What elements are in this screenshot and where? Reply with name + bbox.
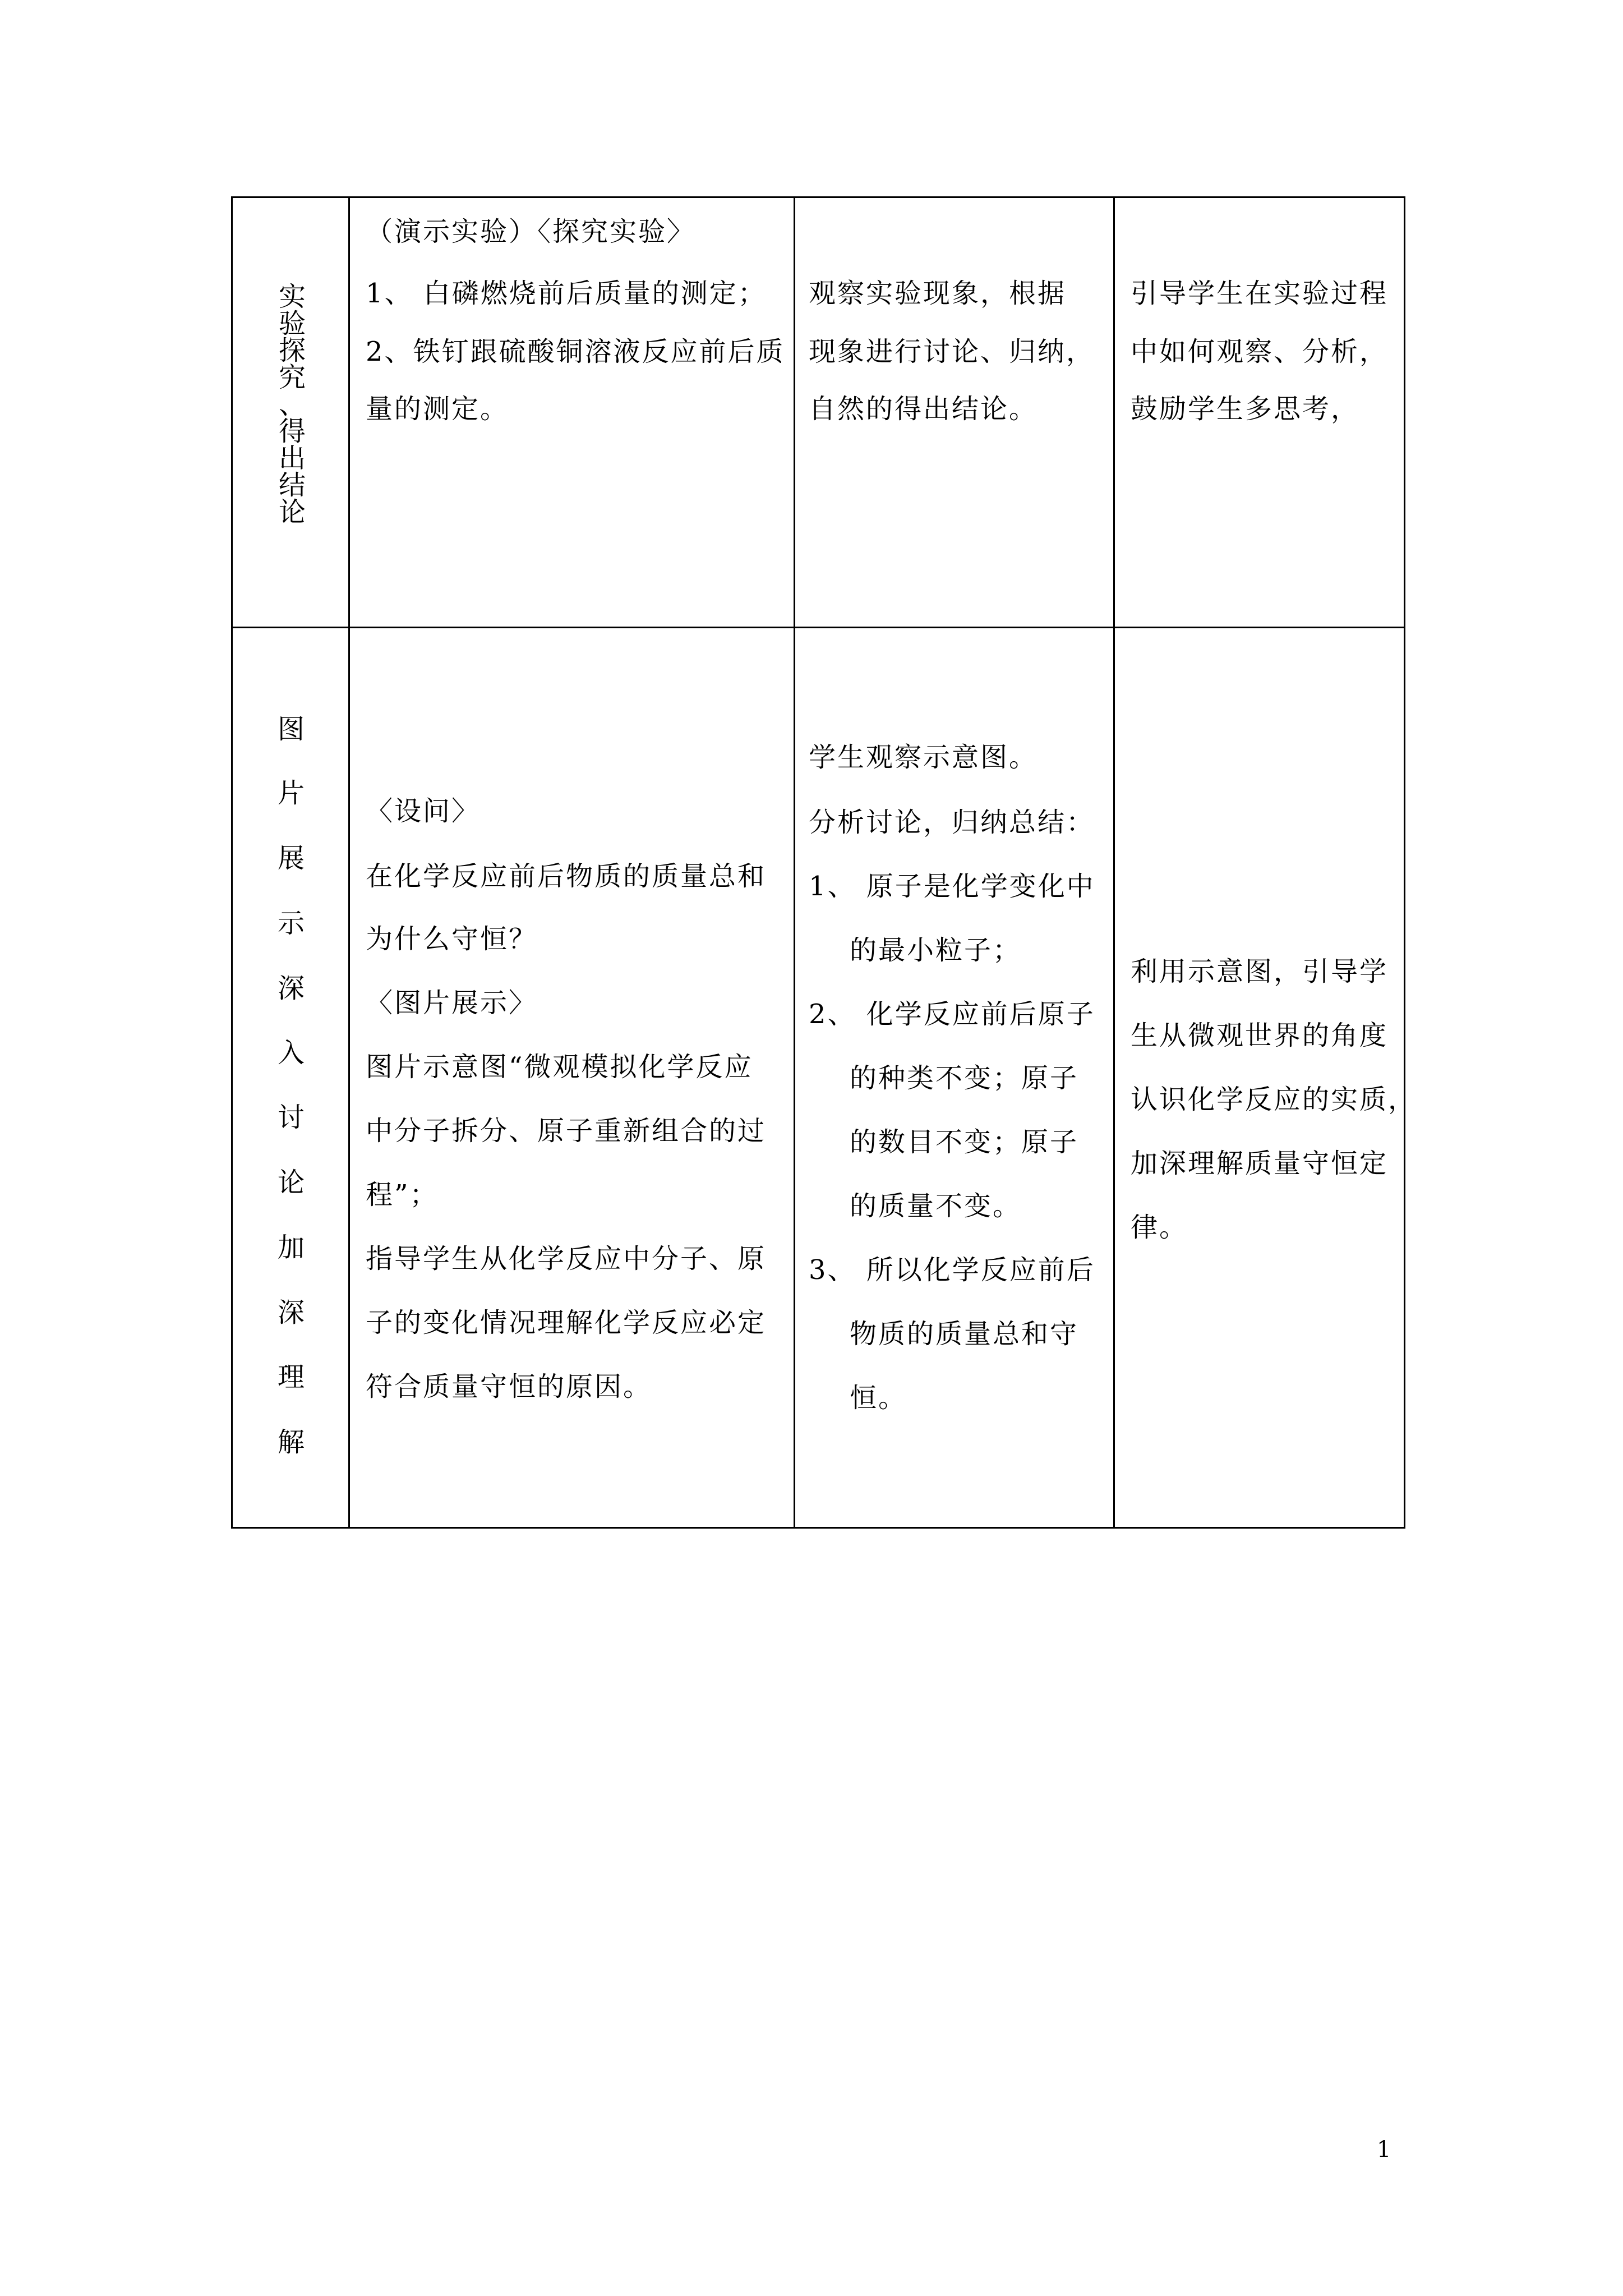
teacher-line: 量的测定。 (366, 393, 509, 425)
teacher-line: 为什么守恒？ (366, 923, 538, 955)
stage-char: 验 (278, 308, 306, 339)
student-line: 3、 所以化学反应前后 (809, 1254, 1095, 1286)
intent-line: 加深理解质量守恒定 (1131, 1148, 1389, 1179)
student-line: 现象进行讨论、归纳， (809, 336, 1095, 367)
stage-char: 讨 (278, 1102, 307, 1133)
stage-char: 深 (278, 1297, 307, 1328)
stage-cell (231, 196, 350, 628)
stage-label-vertical (275, 283, 309, 526)
teacher-line: 指导学生从化学反应中分子、原 (366, 1243, 767, 1274)
stage-char: 实 (278, 281, 306, 312)
stage-char: 入 (278, 1037, 307, 1069)
student-line: 分析讨论，归纳总结： (809, 807, 1095, 838)
stage-char: 理 (278, 1361, 307, 1393)
teacher-line: 在化学反应前后物质的质量总和 (366, 861, 767, 892)
student-line: 的数目不变；原子 (809, 1126, 1079, 1158)
student-line: 2、 化学反应前后原子 (809, 999, 1095, 1030)
stage-char: 结 (278, 470, 306, 501)
design-intent-cell (1115, 196, 1405, 628)
student-line: 观察实验现象，根据 (809, 278, 1067, 309)
stage-char: 究 (278, 362, 306, 393)
teacher-activity-cell (350, 196, 795, 628)
student-line: 自然的得出结论。 (809, 393, 1038, 425)
teacher-line: 〈设问〉 (366, 795, 481, 827)
stage-char: 解 (278, 1427, 307, 1458)
student-line: 物质的质量总和守 (809, 1318, 1079, 1350)
student-line: 的种类不变；原子 (809, 1062, 1079, 1094)
stage-char: 论 (278, 1167, 307, 1198)
intent-line: 利用示意图，引导学 (1131, 956, 1389, 987)
design-intent-cell (1115, 628, 1417, 1529)
teacher-line: 符合质量守恒的原因。 (366, 1371, 652, 1402)
teacher-line: 2、铁钉跟硫酸铜溶液反应前后质 (366, 336, 785, 367)
stage-char: 探 (278, 335, 306, 366)
teacher-line: （演示实验）〈探究实验〉 (366, 216, 696, 247)
teacher-line: 程”； (366, 1179, 439, 1211)
stage-char: 示 (278, 908, 307, 939)
teacher-line: 子的变化情况理解化学反应必定 (366, 1307, 767, 1338)
teacher-line: 1、 白磷燃烧前后质量的测定； (366, 278, 767, 309)
stage-char: 得 (278, 416, 306, 447)
page-number: 1 (1377, 2137, 1391, 2162)
stage-char: 论 (278, 496, 306, 528)
teacher-line: 中分子拆分、原子重新组合的过 (366, 1115, 767, 1147)
intent-line: 律。 (1131, 1212, 1188, 1243)
student-line: 的最小粒子； (809, 935, 1022, 966)
stage-char: 加 (278, 1232, 307, 1263)
teacher-line: 〈图片展示〉 (366, 987, 538, 1019)
student-line: 的质量不变。 (809, 1190, 1022, 1222)
teacher-activity-cell (350, 628, 795, 1529)
intent-line: 中如何观察、分析， (1131, 336, 1389, 367)
student-line: 1、 原子是化学变化中 (809, 871, 1095, 902)
stage-char: 深 (278, 973, 307, 1004)
intent-line: 生从微观世界的角度 (1131, 1020, 1389, 1051)
stage-char: 出 (278, 443, 306, 474)
stage-char: 、 (278, 389, 306, 420)
stage-char: 片 (278, 777, 307, 809)
student-activity-cell (795, 628, 1115, 1529)
student-line: 恒。 (809, 1382, 907, 1414)
table-row (231, 196, 1405, 628)
stage-char: 图 (278, 714, 307, 745)
intent-line: 引导学生在实验过程 (1131, 278, 1389, 309)
stage-char: 展 (278, 843, 307, 874)
student-activity-cell (795, 196, 1115, 628)
intent-line: 认识化学反应的实质， (1131, 1084, 1417, 1115)
lesson-table (231, 196, 1417, 1529)
table-row (231, 628, 1417, 1529)
intent-line: 鼓励学生多思考， (1131, 393, 1360, 425)
teacher-line: 图片示意图“微观模拟化学反应 (366, 1051, 753, 1083)
stage-cell (231, 628, 350, 1529)
student-line: 学生观察示意图。 (809, 742, 1038, 773)
